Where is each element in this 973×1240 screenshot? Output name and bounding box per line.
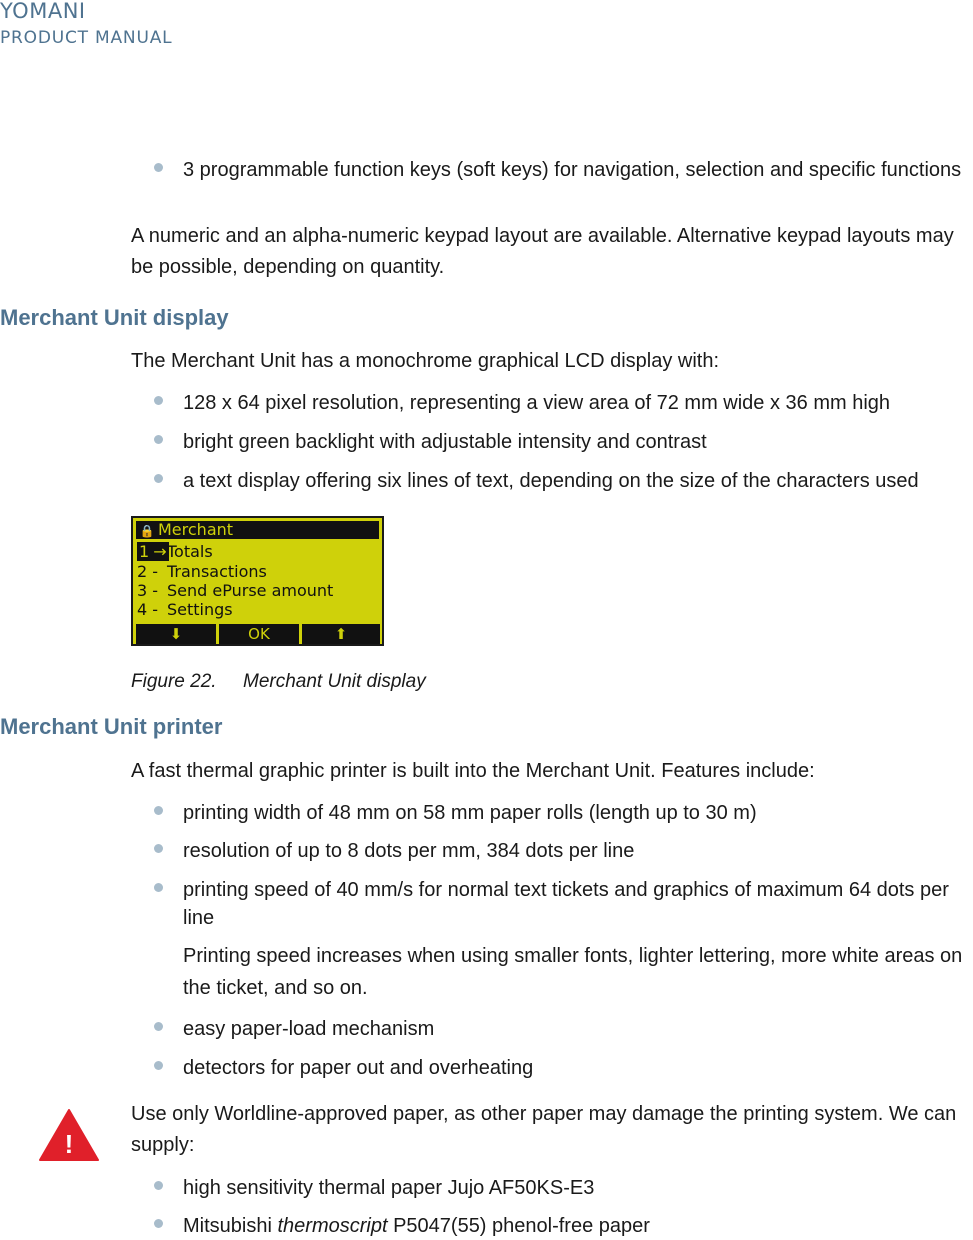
lcd-row-label: Transactions [167,562,267,581]
lcd-title: Merchant [158,520,234,539]
lcd-menu-row [137,542,213,561]
lcd-row-number: 1 [139,542,150,561]
lcd-menu-row [137,581,333,600]
lcd-softkey-ok: OK [219,624,299,644]
warning-symbol: ! [64,1129,74,1159]
lcd-row-marker: - [152,581,159,600]
list-item-text: Mitsubishi [183,1215,278,1237]
figure-number: Figure 22. [131,671,217,692]
list-item: high sensitivity thermal paper Jujo AF50KS-E3 [183,1174,973,1202]
warning-text: Use only Worldline-approved paper, as other paper may damage the printing system. We can supply: [131,1103,957,1156]
list-item: easy paper-load mechanism [183,1015,973,1043]
lcd-row-marker: - [152,600,159,619]
list-item: resolution of up to 8 dots per mm, 384 dots per line [183,837,973,865]
lcd-menu-row [137,600,233,619]
list-item: bright green backlight with adjustable intensity and contrast [183,428,973,456]
product-name-italic: thermoscript [277,1215,388,1237]
page-header [0,0,172,48]
list-item-text: P5047(55) phenol-free paper [387,1215,650,1237]
figure-caption [131,671,426,693]
paragraph: A numeric and an alpha-numeric keypad layout are available. Alternative keypad layouts may be possible, depending on quantity. [131,225,954,278]
paragraph: The Merchant Unit has a monochrome graphical LCD display with: [131,350,720,372]
paragraph: A fast thermal graphic printer is built into the Merchant Unit. Features include: [131,760,815,782]
figure-title: Merchant Unit display [243,671,426,692]
section-heading-printer: Merchant Unit printer [0,714,223,739]
arrow-down-icon: ⬇ [136,624,216,644]
section-heading-display: Merchant Unit display [0,305,229,330]
list-item [183,1212,973,1240]
lcd-row-number: 4 [137,600,148,619]
document-subtitle: PRODUCT MANUAL [0,28,173,48]
lcd-screenshot [131,516,384,646]
list-item: 3 programmable function keys (soft keys) for navigation, selection and specific functions [183,156,973,184]
list-item: detectors for paper out and overheating [183,1054,973,1082]
lcd-row-number: 2 [137,562,148,581]
lcd-menu-row [137,562,267,581]
list-item: a text display offering six lines of text, depending on the size of the characters used [183,467,973,495]
lock-icon: 🔒 [139,524,155,538]
arrow-up-icon: ⬆ [302,624,380,644]
arrow-right-icon: → [153,542,167,561]
indented-note: Printing speed increases when using smaller fonts, lighter lettering, more white areas on the ticket, and so on. [183,945,963,999]
lcd-title-bar [136,521,379,539]
list-item: 128 x 64 pixel resolution, representing a view area of 72 mm wide x 36 mm high [183,389,973,417]
list-item: printing speed of 40 mm/s for normal text tickets and graphics of maximum 64 dots per line [183,876,973,932]
lcd-row-label: Totals [167,542,213,561]
lcd-row-marker: - [152,562,159,581]
lcd-row-label: Settings [167,600,233,619]
list-item: printing width of 48 mm on 58 mm paper rolls (length up to 30 m) [183,799,973,827]
brand-name: YOMANI [0,0,86,23]
lcd-row-number: 3 [137,581,148,600]
warning-icon [38,1108,100,1162]
lcd-row-label: Send ePurse amount [167,581,334,600]
